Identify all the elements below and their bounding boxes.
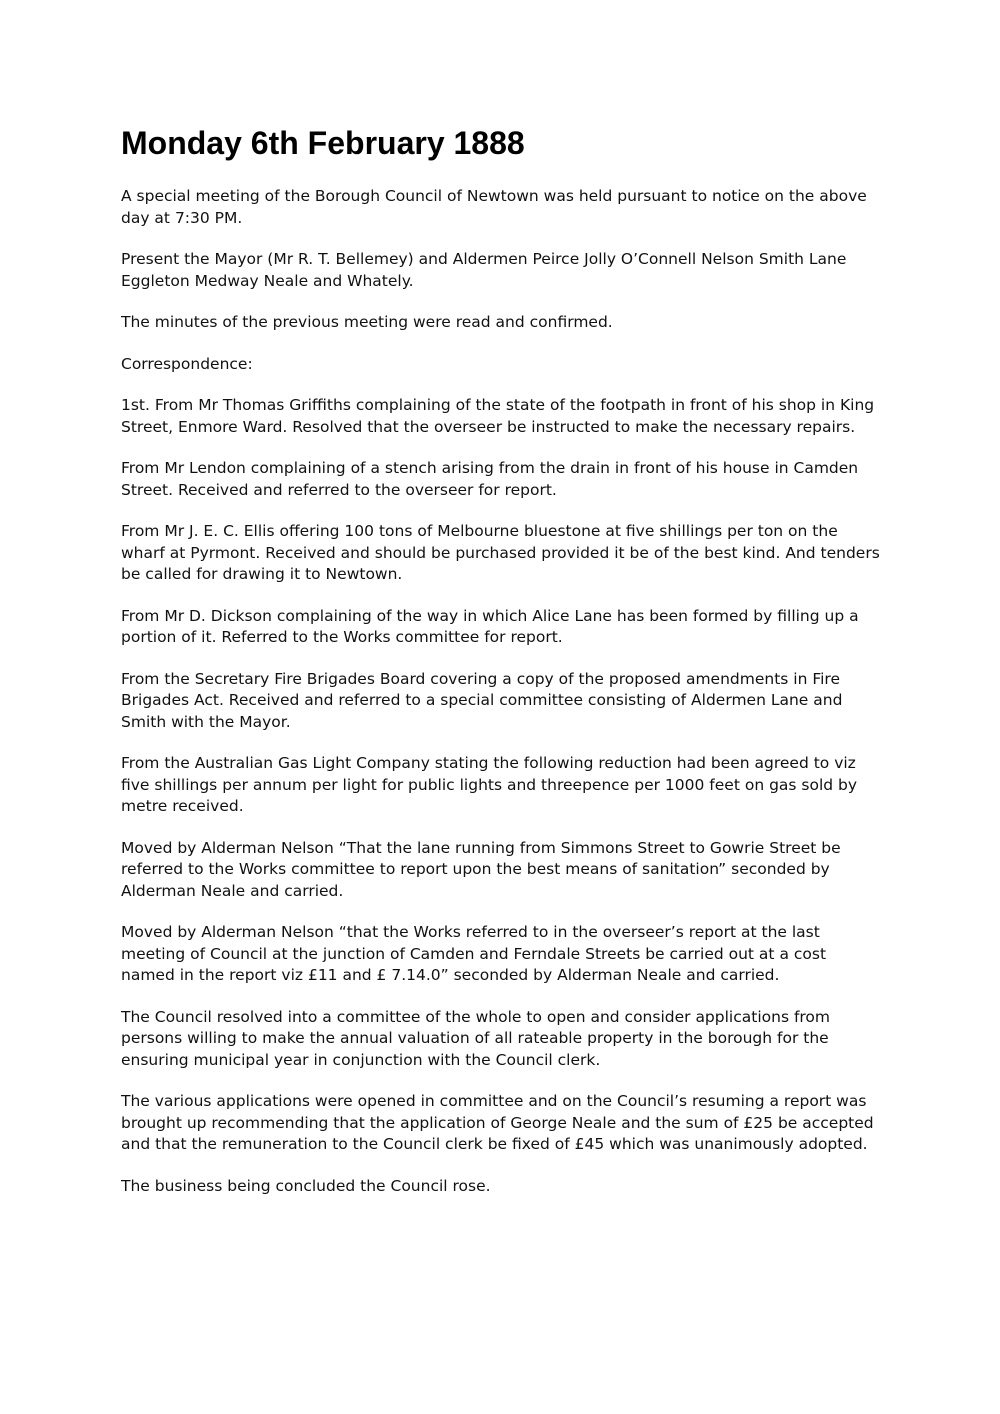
paragraph-meeting-notice: A special meeting of the Borough Council of Newtown was held pursuant to notice on the above day at 7:30 PM. bbox=[121, 187, 867, 227]
paragraph-lendon-drain: From Mr Lendon complaining of a stench arising from the drain in front of his house in Camden Street. Received and referred to the overseer for report. bbox=[121, 459, 859, 499]
paragraph-ellis-bluestone: From Mr J. E. C. Ellis offering 100 tons of Melbourne bluestone at five shillings per ton on the wharf at Pyrmont. Received and should be purchased provided it be of the best kind. And tenders be called for drawing it to Newtown. bbox=[121, 522, 880, 583]
document-body bbox=[121, 124, 881, 1217]
paragraph-minutes: The minutes of the previous meeting were read and confirmed. bbox=[121, 313, 613, 331]
paragraph-dickson-alice-lane: From Mr D. Dickson complaining of the way in which Alice Lane has been formed by filling up a portion of it. Referred to the Works committee for report. bbox=[121, 606, 859, 646]
paragraph-applications-report: The various applications were opened in committee and on the Council’s resuming a report was brought up recommending that the application of George Neale and the sum of £25 be accepted and that the remuneration to the Council clerk be fixed of £45 which was unanimously adopted. bbox=[121, 1092, 874, 1153]
paragraph-committee-valuation: The Council resolved into a committee of the whole to open and consider applications from persons willing to make the annual valuation of all rateable property in the borough for the ensuring municipal year in conjunction with the Council clerk. bbox=[121, 1007, 831, 1069]
paragraph-fire-brigades: From the Secretary Fire Brigades Board covering a copy of the proposed amendments in Fire Brigades Act. Received and referred to a special committee consisting of Aldermen Lane and Smith with the Mayor. bbox=[121, 669, 843, 731]
paragraph-gas-light: From the Australian Gas Light Company stating the following reduction had been agreed to viz five shillings per annum per light for public lights and threepence per 1000 feet on gas sold by metre received. bbox=[121, 754, 858, 815]
paragraph-conclusion: The business being concluded the Council rose. bbox=[121, 1176, 491, 1195]
paragraph-griffiths-footpath: 1st. From Mr Thomas Griffiths complaining of the state of the footpath in front of his shop in King Street, Enmore Ward. Resolved that the overseer be instructed to make the necessary repairs. bbox=[121, 396, 875, 436]
paragraph-motion-works: Moved by Alderman Nelson “that the Works referred to in the overseer’s report at the last meeting of Council at the junction of Camden and Ferndale Streets be carried out at a cost named in the report viz £11 and £ 7.14.0” seconded by Alderman Neale and carried. bbox=[121, 923, 827, 984]
paragraph-motion-sanitation: Moved by Alderman Nelson “That the lane running from Simmons Street to Gowrie Street be referred to the Works committee to report upon the best means of sanitation” seconded by Alderman Neale and carried. bbox=[121, 838, 841, 900]
page-title: Monday 6th February 1888 bbox=[121, 125, 525, 161]
paragraph-attendance: Present the Mayor (Mr R. T. Bellemey) and Aldermen Peirce Jolly O’Connell Nelson Smith Lane Eggleton Medway Neale and Whately. bbox=[121, 250, 847, 290]
paragraph-correspondence-heading: Correspondence: bbox=[121, 354, 253, 373]
